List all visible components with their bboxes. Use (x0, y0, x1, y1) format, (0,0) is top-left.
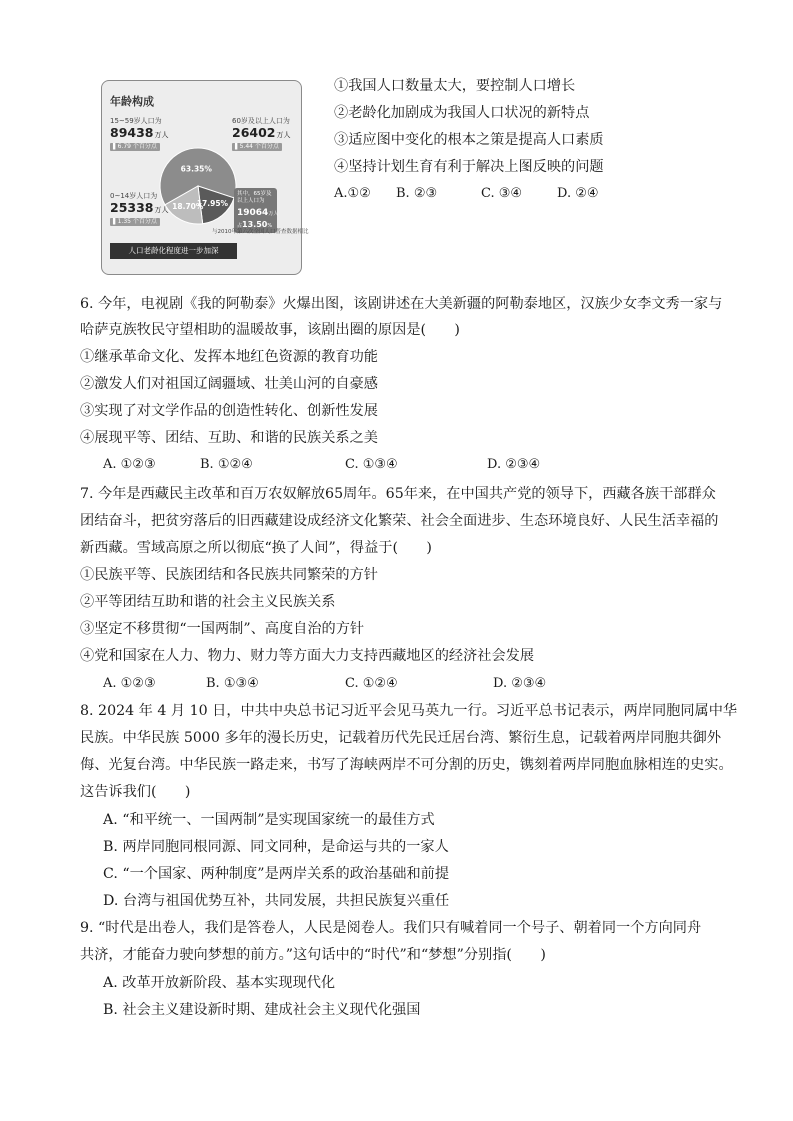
inset-share-prefix: 占 (237, 223, 243, 229)
g1559-value-wrap (110, 125, 169, 140)
g60-label: 60岁及以上人口为 (232, 117, 290, 125)
q8-stem-3: 侮、光复台湾。中华民族一路走来，书写了海峡两岸不可分割的历史，镌刻着两岸同胞血脉相连的史实。 (80, 757, 733, 773)
g60-value: 26402 (232, 125, 276, 140)
q8-stem-2: 民族。中华民族 5000 多年的漫长历史，记载着历代先民迁居台湾、繁衍生息，记载着两岸同胞共御外 (80, 730, 722, 746)
q6-choice-a: A. ①②③ (103, 457, 156, 472)
q5-choice-d: D. ②④ (557, 186, 599, 201)
pie-label: 63.35% (180, 164, 212, 174)
q6-choice-c: C. ①③④ (345, 457, 398, 472)
age-structure-figure (101, 80, 309, 275)
figure-note: 与2010年第六次全国人口普查数据相比 (212, 229, 309, 235)
inset-value: 19064 (237, 208, 269, 218)
g014-label: 0~14岁人口为 (110, 192, 158, 200)
q7-stem-1: 7. 今年是西藏民主改革和百万农奴解放65周年。65年来，在中国共产党的领导下，西藏各族干部群众 (80, 486, 716, 502)
q5-choice-c: C. ③④ (481, 186, 523, 201)
q6-choice-d: D. ②③④ (487, 457, 541, 472)
q6-item-3: ③实现了对文学作品的创造性转化、创新性发展 (80, 403, 378, 419)
q5-option-3: ③适应图中变化的根本之策是提高人口素质 (334, 132, 604, 148)
q5-choice-a: A.①② (334, 186, 371, 201)
g1559-unit: 万人 (154, 131, 169, 139)
q6-stem-2: 哈萨克族牧民守望相助的温暖故事，该剧出圈的原因是( ) (80, 322, 460, 338)
g1559-label: 15~59岁人口为 (110, 117, 162, 125)
inset-text-2: 以上人口为 (237, 198, 265, 204)
q5-option-1: ①我国人口数量太大，要控制人口增长 (334, 78, 576, 94)
q8-option-b: B. 两岸同胞同根同源、同文同种，是命运与共的一家人 (103, 839, 449, 855)
q7-choice-a: A. ①②③ (103, 676, 156, 691)
q8-option-c: C. “一个国家、两种制度”是两岸关系的政治基础和前提 (103, 866, 450, 882)
g014-value: 25338 (110, 200, 154, 215)
q7-choice-d: D. ②③④ (493, 676, 547, 691)
q8-option-a: A. “和平统一、一国两制”是实现国家统一的最佳方式 (103, 812, 435, 828)
q9-option-a: A. 改革开放新阶段、基本实现现代化 (103, 975, 336, 991)
q6-item-4: ④展现平等、团结、互助、和谐的民族关系之美 (80, 430, 378, 446)
g60-unit: 万人 (276, 131, 291, 139)
q6-stem-1: 6. 今年，电视剧《我的阿勒泰》火爆出图，该剧讲述在大美新疆的阿勒泰地区，汉族少女李文秀一家与 (80, 296, 723, 312)
q8-option-d: D. 台湾与祖国优势互补，共同发展，共担民族复兴重任 (103, 893, 450, 909)
q7-stem-2: 团结奋斗，把贫穷落后的旧西藏建设成经济文化繁荣、社会全面进步、生态环境良好、人民生活幸福的 (80, 513, 719, 529)
q5-option-4: ④坚持计划生育有利于解决上图反映的问题 (334, 159, 604, 175)
q7-item-4: ④党和国家在人力、物力、财力等方面大力支持西藏地区的经济社会发展 (80, 648, 535, 664)
q7-choice-c: C. ①②④ (345, 676, 398, 691)
inset-unit: 万人 (268, 211, 279, 217)
g1559-change: ▌6.79 个百分点 (110, 143, 160, 151)
q9-stem-1: 9. “时代是出卷人，我们是答卷人，人民是阅卷人。我们只有喊着同一个号子、朝着同一个方向同舟 (80, 920, 702, 936)
q5-option-2: ②老龄化加剧成为我国人口状况的新特点 (334, 105, 590, 121)
q7-item-2: ②平等团结互助和谐的社会主义民族关系 (80, 594, 336, 610)
q7-item-1: ①民族平等、民族团结和各民族共同繁荣的方针 (80, 567, 378, 583)
q9-stem-2: 共济，才能奋力驶向梦想的前方。”这句话中的“时代”和“梦想”分别指( ) (80, 947, 546, 963)
q7-choice-b: B. ①③④ (206, 676, 259, 691)
inset-share: 13.50 (242, 220, 268, 229)
g1559-value: 89438 (110, 125, 154, 140)
figure-banner: 人口老龄化程度进一步加深 (110, 243, 237, 259)
g014-value-wrap (110, 200, 169, 215)
q8-stem-1: 8. 2024 年 4 月 10 日，中共中央总书记习近平会见马英九一行。习近平总书记表示，两岸同胞同属中华 (80, 703, 738, 719)
g014-change: ▌1.35 个百分点 (110, 218, 160, 226)
q9-option-b: B. 社会主义建设新时期、建成社会主义现代化强国 (103, 1002, 421, 1018)
figure-title: 年龄构成 (110, 95, 154, 108)
q6-item-2: ②激发人们对祖国辽阔疆域、壮美山河的自豪感 (80, 376, 378, 392)
q5-choice-b: B. ②③ (396, 186, 438, 201)
g60-value-wrap (232, 125, 291, 140)
pie-label: 18.70% (172, 201, 204, 211)
q7-stem-3: 新西藏。雪域高原之所以彻底“换了人间”，得益于( ) (80, 540, 432, 556)
pie-label: 17.95% (196, 199, 229, 209)
inset-value-wrap (237, 208, 278, 218)
g60-change: ▌5.44 个百分点 (232, 143, 282, 151)
g014-unit: 万人 (154, 206, 169, 214)
q6-choice-b: B. ①②④ (200, 457, 253, 472)
inset-text-1: 其中，65岁及 (237, 191, 272, 197)
q6-item-1: ①继承革命文化、发挥本地红色资源的教育功能 (80, 349, 378, 365)
q7-item-3: ③坚定不移贯彻“一国两制”、高度自治的方针 (80, 621, 365, 637)
q8-stem-4: 这告诉我们( ) (80, 784, 191, 800)
inset-share-unit: % (267, 223, 273, 229)
